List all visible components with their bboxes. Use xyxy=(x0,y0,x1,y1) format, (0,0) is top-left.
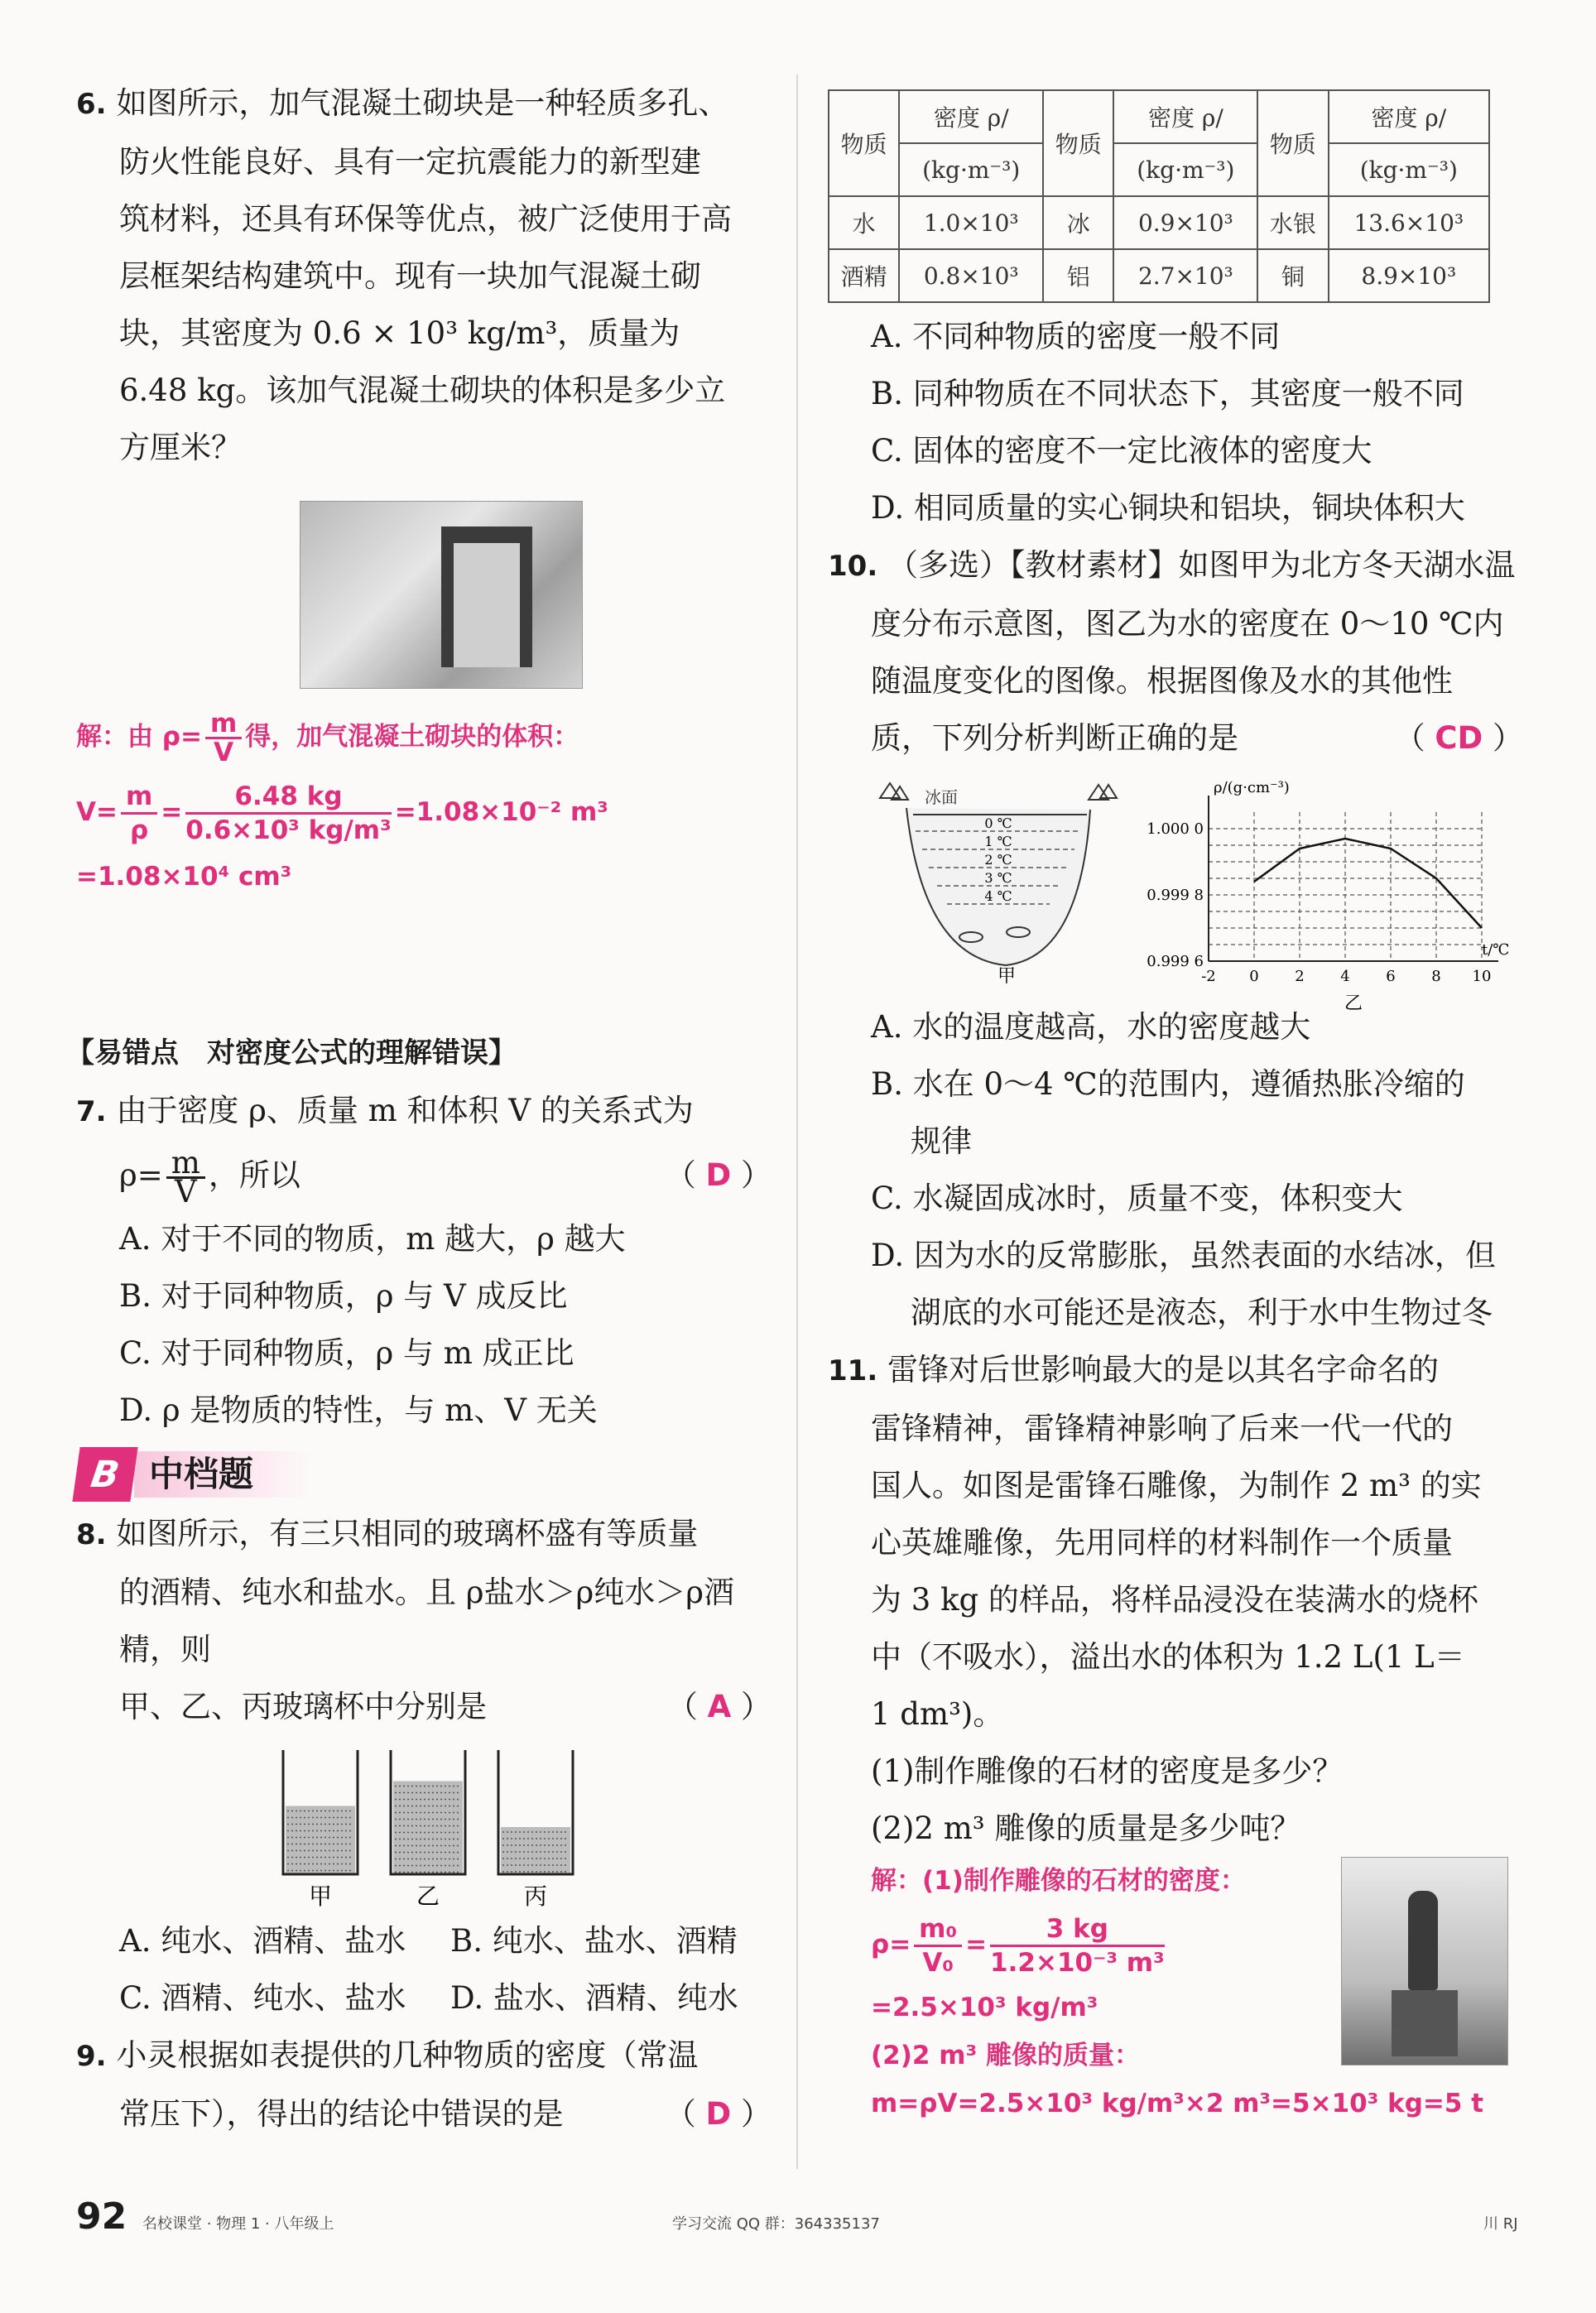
cup-label: 甲 xyxy=(308,1883,333,1910)
question-6: 6. 如图所示，加气混凝土砌块是一种轻质多孔、 防火性能良好、具有一定抗震能力的新型建 筑材料，还具有环保等优点，被广泛使用于高 层框架结构建筑中。现有一块加气混凝土砌 块，其密度为 0.6 × 10³ kg/m³，质量为 6.48 kg。该加气混凝土砌块的体积是多少立 方厘米？ xyxy=(76,85,732,465)
option-a: A. 不同种物质的密度一般不同 xyxy=(871,319,1281,354)
x-tick-label: 2 xyxy=(1295,968,1305,985)
lake-diagram xyxy=(873,775,1138,990)
temperature-label: 1 ℃ xyxy=(984,834,1012,849)
section-b-title: 中档题 xyxy=(134,1451,311,1498)
option-a: A. 对于不同的物质，m 越大，ρ 越大 xyxy=(119,1221,626,1257)
option-c: C. 水凝固成冰时，质量不变，体积变大 xyxy=(871,1181,1403,1216)
x-tick-label: 10 xyxy=(1472,968,1492,985)
y-tick-label: 0.999 6 xyxy=(1147,953,1204,970)
temperature-label: 0 ℃ xyxy=(984,815,1012,831)
left-column xyxy=(66,75,772,2142)
solution-11: 解：(1)制作雕像的石材的密度： ρ= $\frac{\text{m₀}}{\text{V₀}}$ = $\frac{3 kg}{\text{1.2×10⁻³ m³}}$ =2.5×10³ kg/m³ (2)2 m³ 雕像的质量： m=ρV=2.5×10³ kg/m³×2 m³=5×10³ kg=5 t xyxy=(828,1857,1523,2128)
x-tick-label: 8 xyxy=(1431,968,1441,985)
x-tick-label: 4 xyxy=(1340,968,1350,985)
temperature-label: 3 ℃ xyxy=(984,870,1012,886)
liquid-fill xyxy=(501,1827,570,1874)
page-number: 92 xyxy=(76,2195,127,2238)
section-b-letter: B xyxy=(72,1447,137,1502)
question-number: 6. xyxy=(76,88,107,121)
tree-icon xyxy=(1089,785,1117,800)
option-d: D. 盐水、酒精、纯水 xyxy=(450,1980,738,2016)
question-10: 10. （多选）【教材素材】如图甲为北方冬天湖水温 度分布示意图，图乙为水的密度在 0～10 ℃内 随温度变化的图像。根据图像及水的其他性 质，下列分析判断正确的是 （ CD ） xyxy=(828,536,1523,767)
option-a: A. 纯水、酒精、盐水 xyxy=(119,1923,406,1959)
option-d: D. 因为水的反常膨胀，虽然表面的水结冰，但 xyxy=(871,1238,1496,1273)
answer-bracket: （ D ） xyxy=(665,2096,772,2132)
x-axis-label: t/℃ xyxy=(1482,941,1510,959)
option-b-cont: 规律 xyxy=(911,1123,972,1159)
cup-label: 丙 xyxy=(523,1883,548,1910)
qq-group: 学习交流 QQ 群：364335137 xyxy=(672,2215,880,2233)
aerated-concrete-photo xyxy=(300,501,583,689)
option-d: D. ρ 是物质的特性，与 m、V 无关 xyxy=(119,1392,598,1428)
book-title: 名校课堂 · 物理 1 · 八年级上 xyxy=(142,2215,334,2233)
cup-label: 乙 xyxy=(416,1883,440,1910)
temperature-label: 4 ℃ xyxy=(984,888,1012,904)
answer-bracket: （ D ） xyxy=(665,1157,772,1193)
y-axis-label: ρ/(g·cm⁻³) xyxy=(1214,779,1290,796)
lei-feng-statue-photo xyxy=(1341,1857,1508,2065)
option-b: B. 水在 0～4 ℃的范围内，遵循热胀冷缩的 xyxy=(871,1066,1465,1102)
right-column xyxy=(828,89,1523,2128)
table-row: 水 1.0×10³ 冰 0.9×10³ 水银 13.6×10³ xyxy=(829,196,1489,249)
x-tick-label: 0 xyxy=(1249,968,1259,985)
option-c: C. 固体的密度不一定比液体的密度大 xyxy=(871,433,1372,469)
option-c: C. 对于同种物质，ρ 与 m 成正比 xyxy=(119,1335,574,1371)
density-table: 物质 密度 ρ/ 物质 密度 ρ/ 物质 密度 ρ/ (kg·m⁻³) (kg·m⁻³) (kg·m⁻³) 水 1.0×10³ 冰 0.9×10³ 水银 13.6×10³ 酒精 0.8×10³ 铝 2.7×10³ 铜 8.9×10³ xyxy=(828,89,1490,303)
glass-cup xyxy=(283,1750,358,1874)
question-9: 9. 小灵根据如表提供的几种物质的密度（常温 常压下），得出的结论中错误的是 （ D ） xyxy=(76,2027,772,2142)
glass-cup xyxy=(498,1750,573,1874)
three-cups-figure xyxy=(275,1747,623,1912)
edition-tag: 川 RJ xyxy=(1483,2215,1518,2233)
question-8: 8. 如图所示，有三只相同的玻璃杯盛有等质量 的酒精、纯水和盐水。且 ρ盐水＞ρ纯水＞ρ酒精，则 甲、乙、丙玻璃杯中分别是 （ A ） xyxy=(76,1505,772,1735)
y-tick-label: 1.000 0 xyxy=(1147,820,1204,838)
table-row: 酒精 0.8×10³ 铝 2.7×10³ 铜 8.9×10³ xyxy=(829,249,1489,302)
x-tick-label: -2 xyxy=(1201,968,1216,985)
option-d: D. 相同质量的实心铜块和铝块，铜块体积大 xyxy=(871,490,1465,526)
error-point-title: 【易错点 对密度公式的理解错误】 xyxy=(66,1036,517,1070)
answer-bracket: （ A ） xyxy=(666,1689,772,1724)
glass-cup xyxy=(391,1750,465,1874)
x-tick-label: 6 xyxy=(1386,968,1396,985)
answer-bracket: （ CD ） xyxy=(1394,720,1523,756)
option-a: A. 水的温度越高，水的密度越大 xyxy=(871,1009,1311,1045)
question-11: 11. 雷锋对后世影响最大的是以其名字命名的 雷锋精神，雷锋精神影响了后来一代一代的 国人。如图是雷锋石雕像，为制作 2 m³ 的实 心英雄雕像，先用同样的材料制作一个质量 为 3 kg 的样品，将样品浸没在装满水的烧杯 中（不吸水），溢出水的体积为 1.2 L(1 L＝ 1 dm³)。 (1)制作雕像的石材的密度是多少？ (2)2 m³ 雕像的质量是多少吨？ xyxy=(828,1352,1482,1846)
temperature-label: 2 ℃ xyxy=(984,852,1012,868)
tree-icon xyxy=(880,783,908,800)
y-tick-label: 0.999 8 xyxy=(1147,887,1204,904)
solution-6: 解：由 ρ= $\frac{m}{V}$ 得，加气混凝土砌块的体积： V= $\frac{m}{\rho}$ = $\frac{6.48 kg}{\text{0.6×10³ kg/m³}}$ =1.08×10⁻² m³ =1.08×10⁴ cm³ xyxy=(76,709,608,892)
liquid-fill xyxy=(393,1782,463,1875)
option-b: B. 纯水、盐水、酒精 xyxy=(450,1923,738,1959)
density-chart xyxy=(1142,775,1523,1014)
ice-surface-label: 冰面 xyxy=(925,787,958,807)
option-b: B. 对于同种物质，ρ 与 V 成反比 xyxy=(119,1278,568,1314)
option-b: B. 同种物质在不同状态下，其密度一般不同 xyxy=(871,376,1464,411)
section-b-banner xyxy=(76,1447,772,1502)
option-d-cont: 湖底的水可能还是液态，利于水中生物过冬 xyxy=(911,1295,1493,1330)
option-c: C. 酒精、纯水、盐水 xyxy=(119,1980,406,2016)
density-curve xyxy=(1254,839,1482,928)
column-divider xyxy=(796,75,798,2169)
figure-a-label: 甲 xyxy=(997,966,1017,987)
lake-and-density-figures xyxy=(828,775,1523,1014)
figure-b-label: 乙 xyxy=(1344,993,1363,1014)
question-7: 7. 由于密度 ρ、质量 m 和体积 V 的关系式为 ρ= $\frac{m}{V}$ ，所以 （ D ） xyxy=(76,1093,772,1209)
